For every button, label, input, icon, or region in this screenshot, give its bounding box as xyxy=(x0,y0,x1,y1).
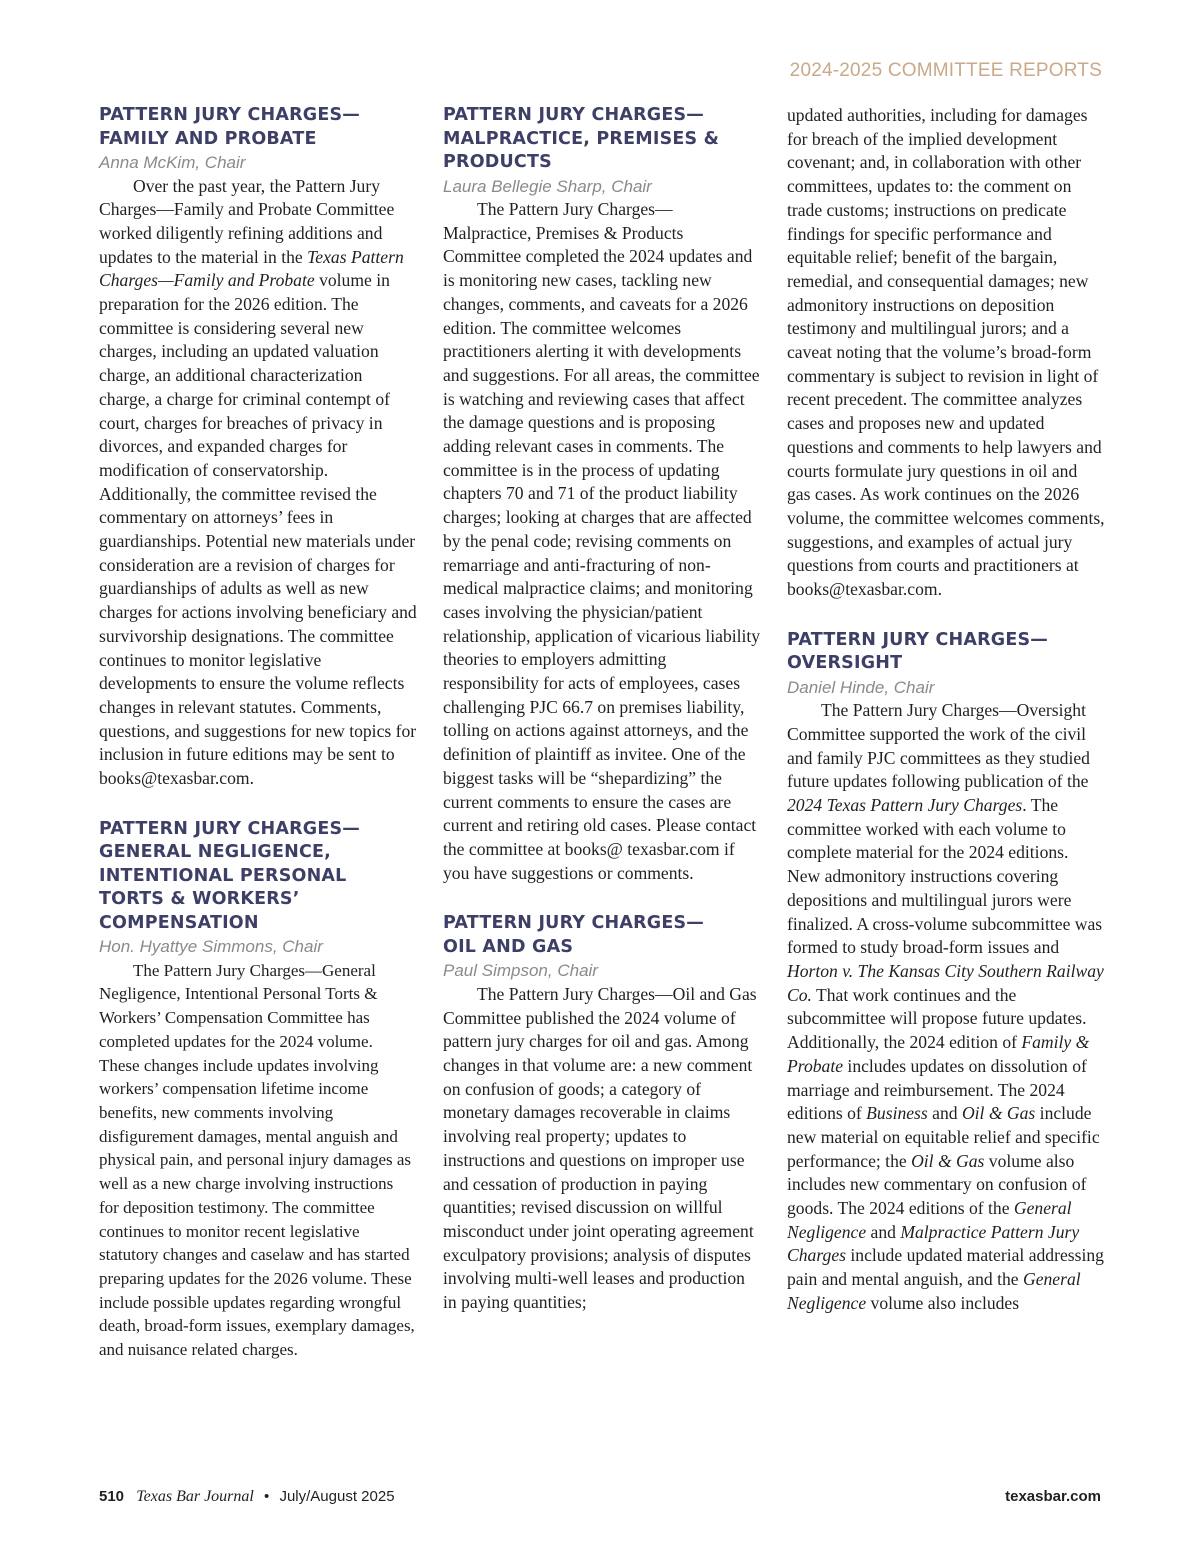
section-chair: Paul Simpson, Chair xyxy=(443,961,598,981)
section-body: The Pattern Jury Charges—Oversight Committee supported the work of the civil and family PJC committees as they studied future updates following publication of the 2024 Texas Pattern Jury Charges. The committee worked with each volume to complete material for the 2024 editions. New admonitory instructions covering depositions and multilingual jurors were finalized. A cross-volume subcommittee was formed to study broad-form issues and Horton v. The Kansas City Southern Railway Co. That work continues and the subcommittee will propose future updates. Additionally, the 2024 edition of Family & Probate includes updates on dissolution of marriage and reimbursement. The 2024 editions of Business and Oil & Gas include new material on equitable relief and specific performance; the Oil & Gas volume also includes new commentary on confusion of goods. The 2024 editions of the General Negligence and Malpractice Pattern Jury Charges include updated material addressing pain and mental anguish, and the General Negligence volume also includes xyxy=(787,700,1104,1313)
section-chair: Laura Bellegie Sharp, Chair xyxy=(443,176,652,196)
section-title: PATTERN JURY CHARGES— MALPRACTICE, PREMISES & PRODUCTS xyxy=(443,105,720,172)
section-title: PATTERN JURY CHARGES— GENERAL NEGLIGENCE, INTENTIONAL PERSONAL TORTS & WORKERS’ COMPENSATION xyxy=(99,818,360,933)
section-chair: Anna McKim, Chair xyxy=(99,153,246,172)
section-body: Over the past year, the Pattern Jury Charges—Family and Probate Committee worked diligently refining additions and updates to the material in the Texas Pattern Charges—Family and Probate volume in preparation for the 2026 edition. The committee is considering several new charges, including an updated valuation charge, an additional characterization charge, a charge for criminal contempt of court, charges for breaches of privacy in divorces, and expanded charges for modification of conservatorship. Additionally, the committee revised the commentary on attorneys’ fees in guardianships. Potential new materials under consideration are a revision of charges for guardianships of adults as well as new charges for actions involving beneficiary and survivorship designations. The committee continues to monitor legislative developments to ensure the volume reflects changes in relevant statutes. Comments, questions, and suggestions for new topics for inclusion in future editions may be sent to books@texasbar.com. xyxy=(99,175,417,789)
column-1 xyxy=(99,104,417,1389)
column-2 xyxy=(443,104,761,1342)
page-number: 510 xyxy=(99,1488,125,1505)
section-title: PATTERN JURY CHARGES— OVERSIGHT xyxy=(787,629,1048,674)
section-title: PATTERN JURY CHARGES— OIL AND GAS xyxy=(443,913,704,957)
section-body: The Pattern Jury Charges—General Negligence, Intentional Personal Torts & Workers’ Compensation Committee has completed updates for the 2024 volume. These changes include updates involving workers’ compensation lifetime income benefits, new comments involving disfigurement damages, mental anguish and physical pain, and personal injury damages as well as a new charge involving instructions for deposition testimony. The committee continues to monitor recent legislative statutory changes and caselaw and has started preparing updates for the 2026 volume. These include possible updates regarding wrongful death, broad-form issues, exemplary damages, and nuisance related charges. xyxy=(99,960,415,1360)
section-chair: Hon. Hyattye Simmons, Chair xyxy=(99,937,323,957)
section-body: The Pattern Jury Charges—Malpractice, Premises & Products Committee completed the 2024 updates and is monitoring new cases, tackling new changes, comments, and caveats for a 2026 edition. The committee welcomes practitioners alerting it with developments and suggestions. For all areas, the committee is watching and reviewing cases that affect the damage questions and is proposing adding relevant cases in comments. The committee is in the process of updating chapters 70 and 71 of the product liability charges; looking at charges that are affected by the penal code; revising comments on remarriage and anti-fracturing of non-medical malpractice claims; and monitoring cases involving the physician/patient relationship, application of vicarious liability theories to employers admitting responsibility for acts of employees, cases challenging PJC 66.7 on premises liability, tolling on actions against attorneys, and the definition of plaintiff as invitee. One of the biggest tasks will be “shepardizing” the current comments to ensure the cases are current and retiring old cases. Please contact the committee at books@ texasbar.com if you have suggestions or comments. xyxy=(443,199,761,883)
column-3 xyxy=(787,104,1105,1343)
section-general-negligence xyxy=(99,818,417,1362)
section-oil-gas xyxy=(443,912,761,1314)
section-oversight xyxy=(787,629,1105,1316)
issue-date: July/August 2025 xyxy=(279,1488,395,1505)
section-body-continued: updated authorities, including for damages for breach of the implied development covenant; and, in collaboration with other committees, updates to: the comment on trade customs; instructions on predicate findings for specific performance and equitable relief; benefit of the bargain, remedial, and consequential damages; new admonitory instructions on deposition testimony and multilingual jurors; and a caveat noting that the volume’s broad-form commentary is subject to revision in light of recent precedent. The committee analyzes cases and proposes new and updated questions and comments to help lawyers and courts formulate jury questions in oil and gas cases. As work continues on the 2026 volume, the committee welcomes comments, suggestions, and examples of actual jury questions from courts and practitioners at books@texasbar.com. xyxy=(787,105,1105,600)
bullet-separator: • xyxy=(264,1488,270,1505)
title-line: FAMILY AND PROBATE xyxy=(99,128,317,149)
section-oil-gas-continued xyxy=(787,104,1105,602)
title-line: PATTERN JURY CHARGES— xyxy=(99,105,360,125)
section-header-label: 2024-2025 COMMITTEE REPORTS xyxy=(789,60,1102,81)
section-title xyxy=(99,104,417,151)
journal-name: Texas Bar Journal xyxy=(136,1488,254,1505)
website-link[interactable]: texasbar.com xyxy=(1005,1488,1101,1505)
section-malpractice xyxy=(443,104,761,885)
section-family-probate xyxy=(99,104,417,791)
footer-left xyxy=(99,1488,395,1506)
section-chair: Daniel Hinde, Chair xyxy=(787,677,935,697)
section-body: The Pattern Jury Charges—Oil and Gas Committee published the 2024 volume of pattern jury charges for oil and gas. Among changes in that volume are: a new comment on confusion of goods; a category of monetary damages recoverable in claims involving real property; updates to instructions and questions on improper use and cessation of production in paying quantities; revised discussion on willful misconduct under joint operating agreement exculpatory provisions; analysis of disputes involving multi-well leases and production in paying quantities; xyxy=(443,983,757,1313)
